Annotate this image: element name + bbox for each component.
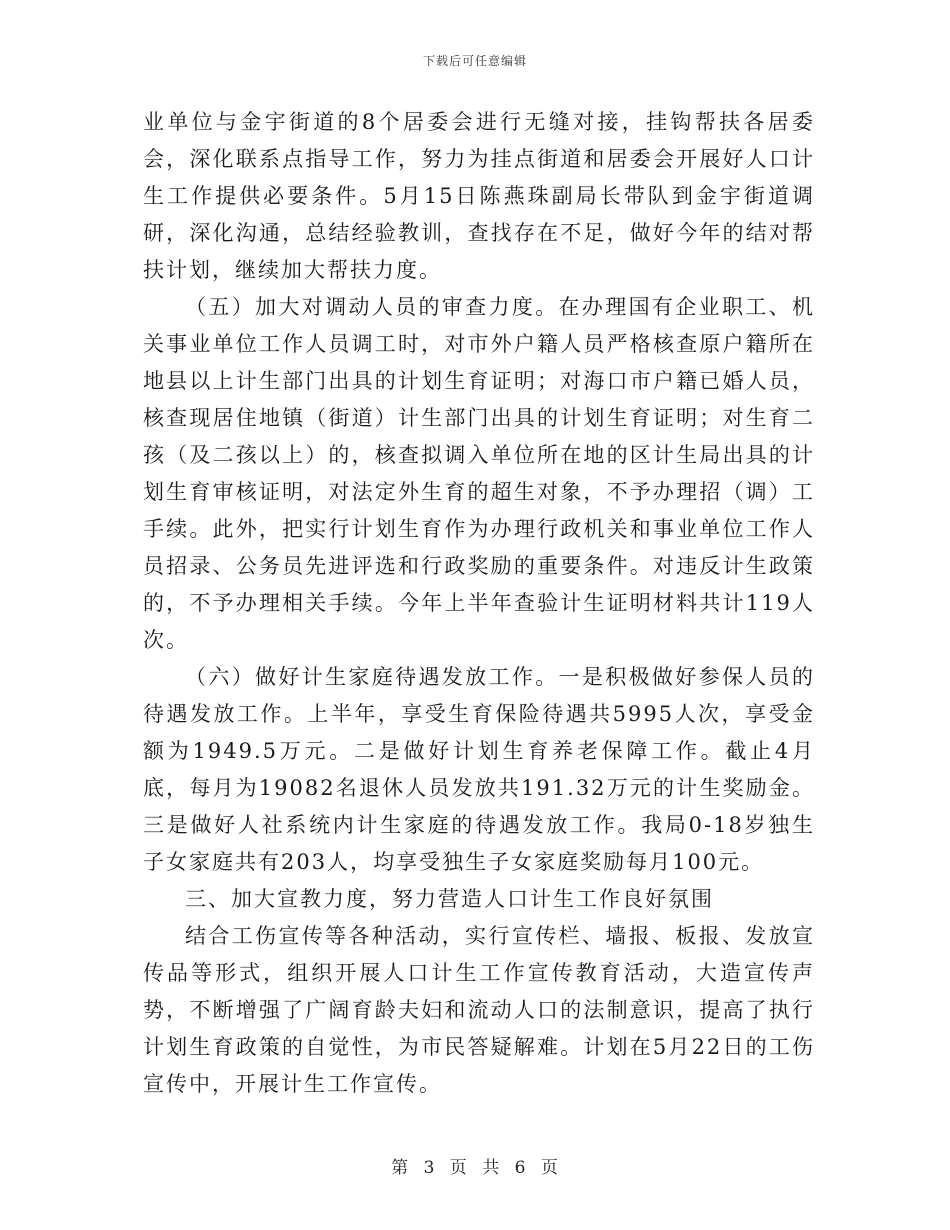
page-header-note: 下载后可任意编辑 (422, 54, 527, 68)
footer-total-word: 共 (482, 1158, 501, 1178)
document-body (143, 104, 815, 1103)
paragraph-section-5: （五）加大对调动人员的审查力度。在办理国有企业职工、机关事业单位工作人员调工时，对市外户籍人员严格核查原户籍所在地县以上计生部门出具的计划生育证明；对海口市户籍已婚人员，核查现居住地镇（街道）计生部门出具的计划生育证明；对生育二孩（及二孩以上）的，核查拟调入单位所在地的区计生局出具的计划生育审核证明，对法定外生育的超生对象，不予办理招（调）工手续。此外，把实行计划生育作为办理行政机关和事业单位工作人员招录、公务员先进评选和行政奖励的重要条件。对违反计生政策的，不予办理相关手续。今年上半年查验计生证明材料共计119人次。 (143, 295, 815, 652)
section-heading-3: 三、加大宣教力度，努力营造人口计生工作良好氛围 (185, 887, 714, 911)
footer-page-unit: 页 (449, 1158, 468, 1178)
footer-suffix: 页 (540, 1158, 559, 1178)
footer-current-page: 3 (423, 1158, 436, 1178)
paragraph-publicity: 结合工伤宣传等各种活动，实行宣传栏、墙报、板报、发放宣传品等形式，组织开展人口计生工作宣传教育活动，大造宣传声势，不断增强了广阔育龄夫妇和流动人口的法制意识，提高了执行计划生育政策的自觉性，为市民答疑解难。计划在5月22日的工伤宣传中，开展计生工作宣传。 (143, 924, 815, 1096)
paragraph-section-6: （六）做好计生家庭待遇发放工作。一是积极做好参保人员的待遇发放工作。上半年，享受生育保险待遇共5995人次，享受金额为1949.5万元。二是做好计划生育养老保障工作。截止4月底，每月为19082名退休人员发放共191.32万元的计生奖励金。三是做好人社系统内计生家庭的待遇发放工作。我局0-18岁独生子女家庭共有203人，均享受独生子女家庭奖励每月100元。 (143, 665, 815, 874)
footer-prefix: 第 (391, 1158, 410, 1178)
footer-total-pages: 6 (514, 1158, 527, 1178)
paragraph-continuation: 业单位与金宇街道的8个居委会进行无缝对接，挂钩帮扶各居委会，深化联系点指导工作，努力为挂点街道和居委会开展好人口计生工作提供必要条件。5月15日陈燕珠副局长带队到金宇街道调研，深化沟通，总结经验教训，查找存在不足，做好今年的结对帮扶计划，继续加大帮扶力度。 (143, 110, 815, 282)
page-number-footer (0, 1153, 950, 1178)
